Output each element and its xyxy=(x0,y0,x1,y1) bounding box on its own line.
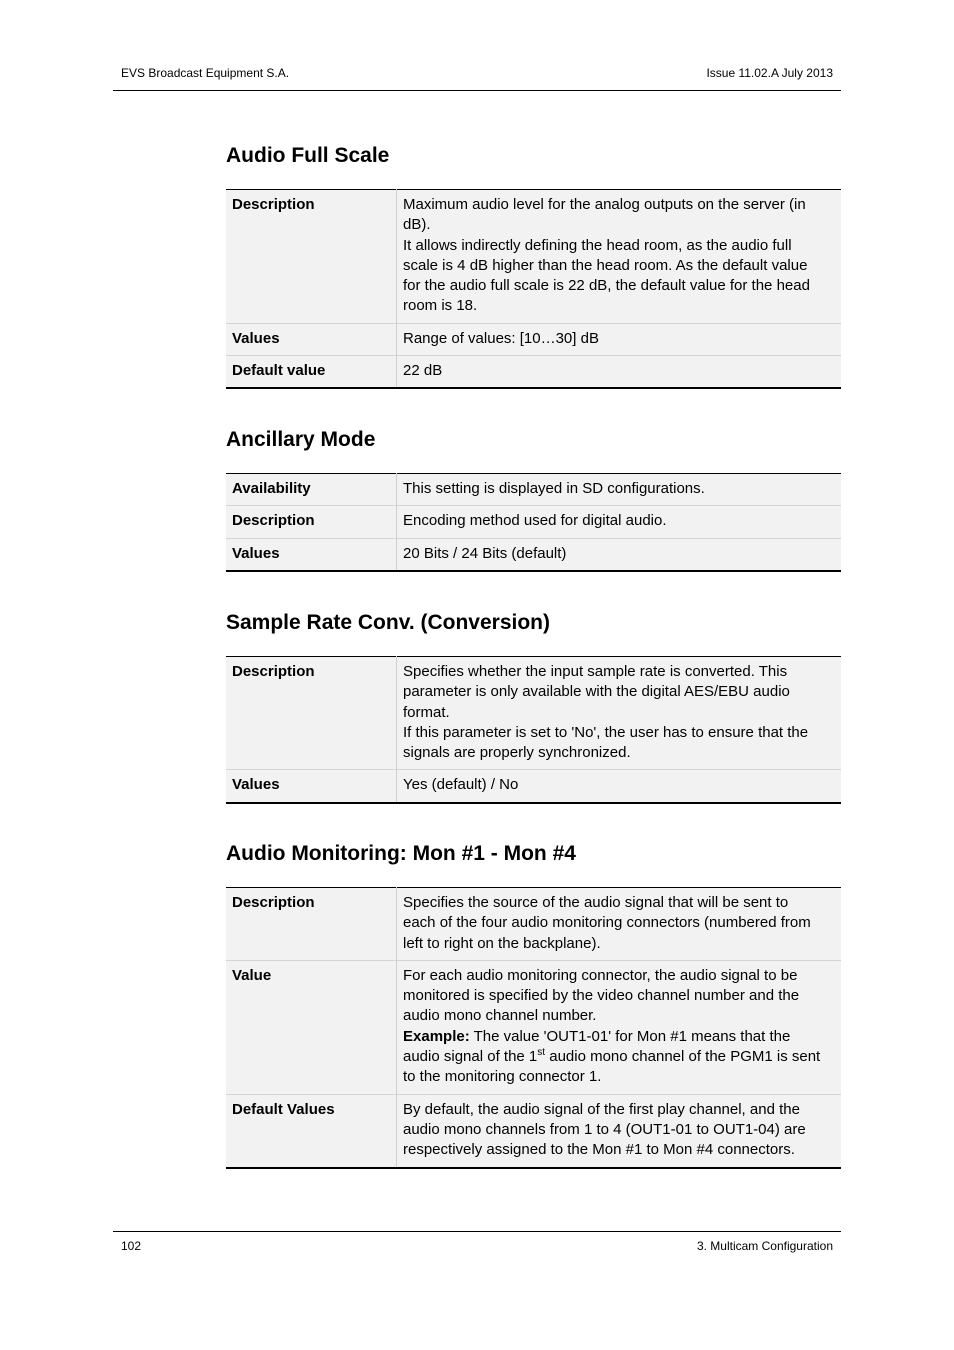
value-line: for the audio full scale is 22 dB, the default value for the head xyxy=(403,277,810,295)
chapter-title: 3. Multicam Configuration xyxy=(696,1239,833,1253)
value-line: format. xyxy=(403,703,450,721)
value-line: parameter is only available with the digital AES/EBU audio xyxy=(403,683,790,701)
row-value xyxy=(397,1094,842,1167)
example-text: audio signal of the 1 xyxy=(403,1048,538,1066)
row-value xyxy=(397,356,842,389)
value-line: Specifies whether the input sample rate is converted. This xyxy=(403,663,788,680)
value-line: audio mono channel number. xyxy=(403,1007,597,1025)
table-row xyxy=(226,474,841,506)
row-label: Description xyxy=(226,506,397,538)
section-ancillary-mode xyxy=(226,427,841,562)
value-line: signals are properly synchronized. xyxy=(403,744,631,762)
section-title: Audio Monitoring: Mon #1 - Mon #4 xyxy=(226,842,576,865)
section-title: Ancillary Mode xyxy=(226,428,376,451)
parameter-table xyxy=(226,887,841,1169)
table-row xyxy=(226,1094,841,1167)
row-label: Values xyxy=(226,770,397,803)
value-line: each of the four audio monitoring connectors (numbered from xyxy=(403,914,811,932)
value-line: By default, the audio signal of the first play channel, and the xyxy=(403,1100,800,1118)
page-header xyxy=(113,66,841,91)
row-label: Default value xyxy=(226,356,397,389)
row-value xyxy=(397,538,842,571)
value-line: Yes (default) / No xyxy=(403,776,519,794)
example-text: audio mono channel of the PGM1 is sent xyxy=(545,1048,821,1066)
row-label: Value xyxy=(226,960,397,1094)
table-row xyxy=(226,190,841,324)
row-value xyxy=(397,506,842,538)
value-line: Specifies the source of the audio signal that will be sent to xyxy=(403,894,789,911)
table-row xyxy=(226,770,841,803)
table-row xyxy=(226,323,841,355)
value-line: 22 dB xyxy=(403,362,443,380)
header-company: EVS Broadcast Equipment S.A. xyxy=(121,66,290,80)
table-row xyxy=(226,888,841,961)
example-text: The value 'OUT1-01' for Mon #1 means that the xyxy=(469,1027,791,1045)
table-row xyxy=(226,356,841,389)
section-audio-full-scale xyxy=(226,143,841,380)
value-line: audio mono channels from 1 to 4 (OUT1-01 to OUT1-04) are xyxy=(403,1120,806,1138)
row-value xyxy=(397,190,842,324)
value-line: left to right on the backplane). xyxy=(403,934,601,952)
section-title: Audio Full Scale xyxy=(226,144,390,167)
section-audio-monitoring xyxy=(226,841,841,1159)
row-value xyxy=(397,960,842,1094)
row-label: Description xyxy=(226,657,397,770)
row-value xyxy=(397,770,842,803)
row-label: Default Values xyxy=(226,1094,397,1167)
value-line: respectively assigned to the Mon #1 to Mon #4 connectors. xyxy=(403,1141,795,1159)
row-value xyxy=(397,323,842,355)
value-line: Range of values: [10…30] dB xyxy=(403,329,599,347)
example-line xyxy=(403,1047,835,1067)
value-line: For each audio monitoring connector, the audio signal to be xyxy=(403,966,798,984)
row-label: Values xyxy=(226,323,397,355)
example-line xyxy=(403,1027,835,1047)
row-value xyxy=(397,888,842,961)
value-line: It allows indirectly defining the head room, as the audio full xyxy=(403,236,792,254)
table-row xyxy=(226,657,841,770)
table-row xyxy=(226,538,841,571)
value-line: room is 18. xyxy=(403,297,478,315)
table-row xyxy=(226,960,841,1094)
parameter-table xyxy=(226,656,841,804)
section-title: Sample Rate Conv. (Conversion) xyxy=(226,611,551,634)
row-value xyxy=(397,657,842,770)
value-line: dB). xyxy=(403,216,431,234)
ordinal-superscript: st xyxy=(537,1047,546,1059)
parameter-table xyxy=(226,189,841,389)
page-footer xyxy=(113,1231,841,1259)
value-line: 20 Bits / 24 Bits (default) xyxy=(403,544,567,562)
row-label: Availability xyxy=(226,474,397,506)
section-sample-rate-conversion xyxy=(226,610,841,794)
value-line: If this parameter is set to 'No', the user has to ensure that the xyxy=(403,723,809,741)
row-value xyxy=(397,474,842,506)
value-line: Encoding method used for digital audio. xyxy=(403,512,667,530)
value-line: This setting is displayed in SD configurations. xyxy=(403,480,705,497)
example-label: Example: xyxy=(403,1027,470,1045)
header-issue: Issue 11.02.A July 2013 xyxy=(706,66,833,80)
table-row xyxy=(226,506,841,538)
parameter-table xyxy=(226,473,841,572)
row-label: Values xyxy=(226,538,397,571)
value-line: monitored is specified by the video channel number and the xyxy=(403,987,800,1005)
value-line: Maximum audio level for the analog outputs on the server (in xyxy=(403,196,806,213)
row-label: Description xyxy=(226,190,397,324)
value-line: scale is 4 dB higher than the head room. As the default value xyxy=(403,256,808,274)
row-label: Description xyxy=(226,888,397,961)
value-line: to the monitoring connector 1. xyxy=(403,1068,602,1086)
page-number: 102 xyxy=(121,1239,142,1253)
